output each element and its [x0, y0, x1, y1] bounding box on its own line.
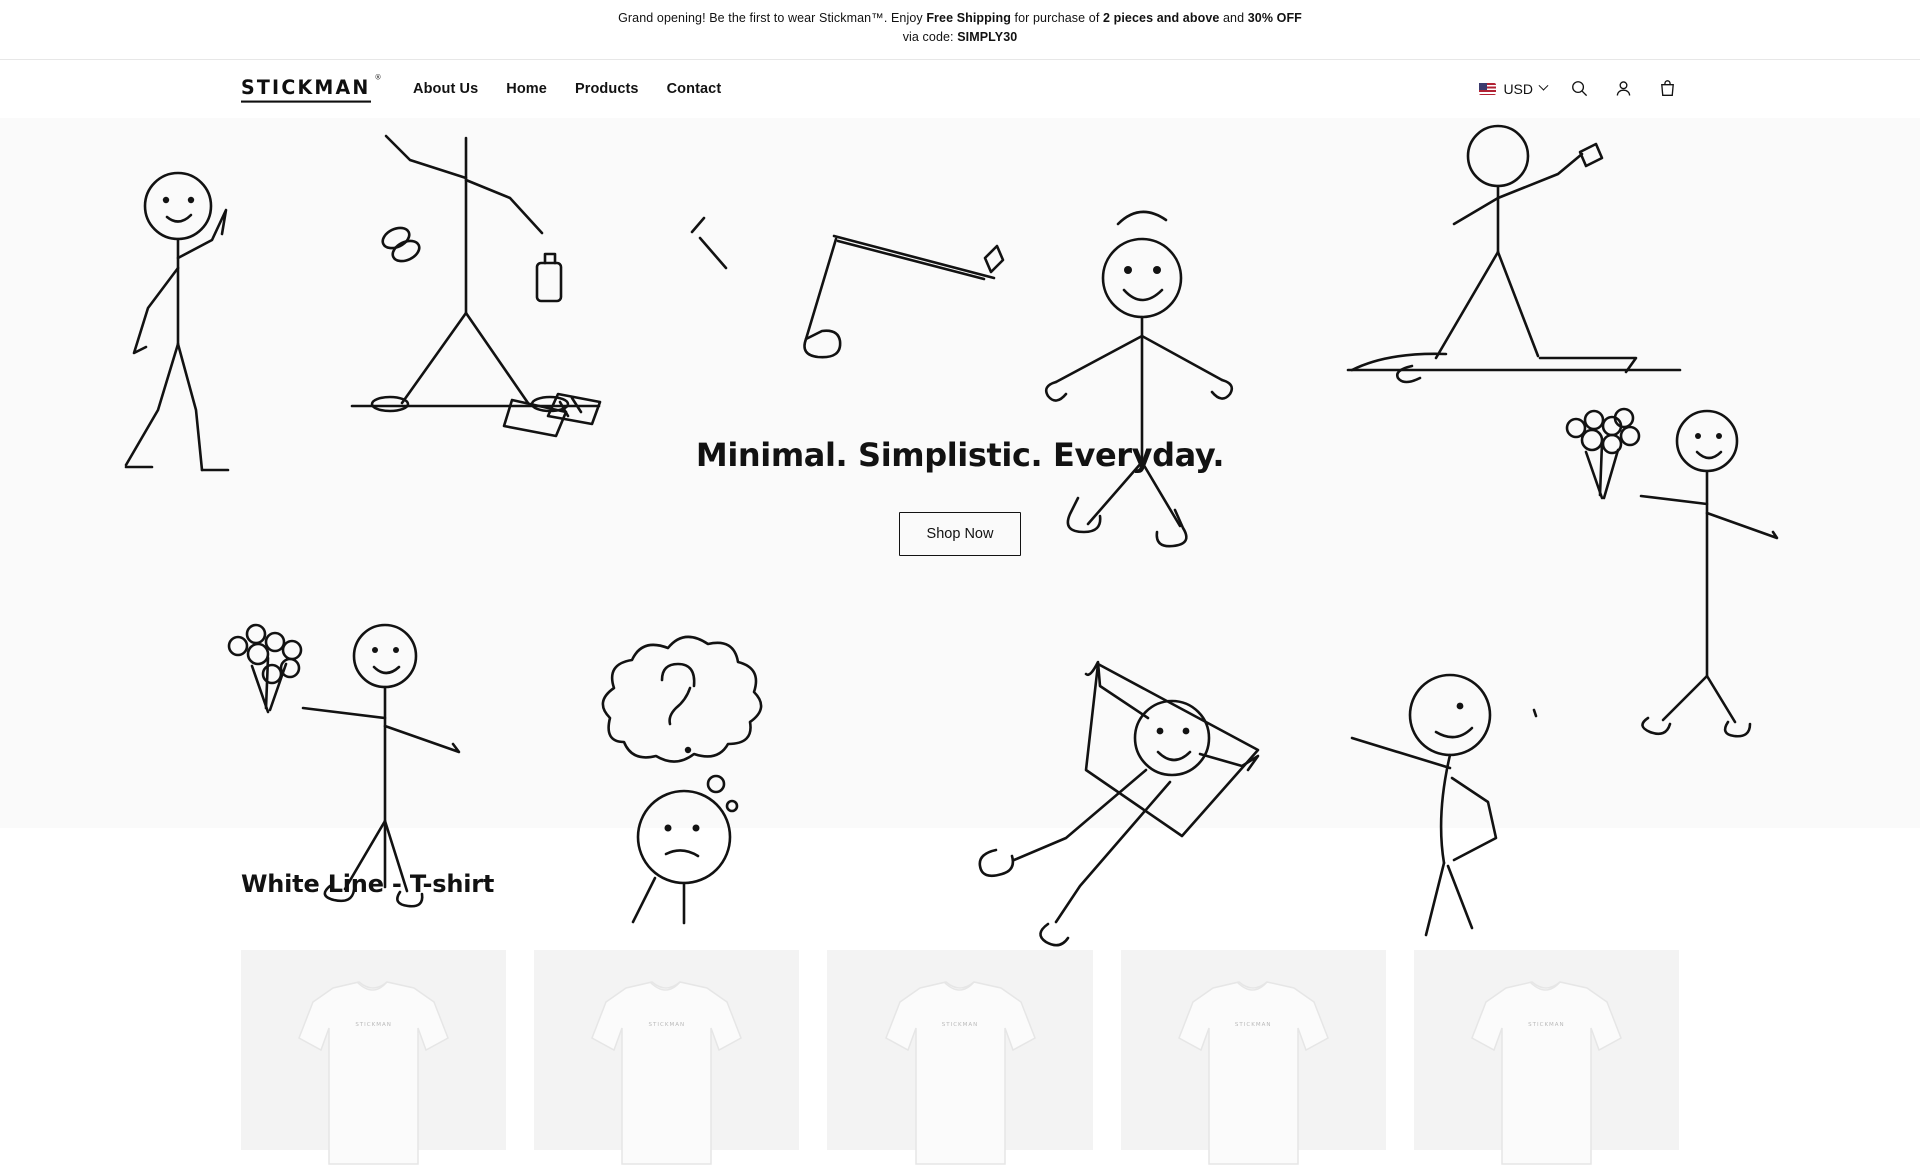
- product-brand-print: STICKMAN: [1234, 1021, 1272, 1028]
- logo-text: STICKMAN: [241, 75, 371, 99]
- products-section-title: White Line - T-shirt: [241, 869, 495, 898]
- flower-bunch-left: [229, 625, 301, 683]
- announcement-free-shipping: Free Shipping: [926, 11, 1011, 25]
- product-grid: [0, 898, 1920, 1150]
- stickman-spray-painter: [352, 136, 600, 436]
- account-icon[interactable]: [1611, 77, 1635, 101]
- hero-title: Minimal. Simplistic. Everyday.: [695, 435, 1225, 474]
- nav-item-about-us[interactable]: About Us: [413, 80, 479, 97]
- header-actions: [1479, 77, 1679, 101]
- product-card[interactable]: [1414, 950, 1679, 1150]
- announcement-text-e: and: [1219, 11, 1248, 25]
- us-flag-icon: [1479, 83, 1496, 95]
- shop-now-button[interactable]: Shop Now: [899, 512, 1022, 556]
- announcement-code: SIMPLY30: [957, 30, 1018, 45]
- golf-club-large: [805, 236, 1004, 357]
- product-card[interactable]: [1121, 950, 1386, 1150]
- products-section: [0, 828, 1920, 1150]
- logo-trademark-icon: ®: [374, 72, 382, 82]
- product-image[interactable]: [1414, 950, 1679, 1150]
- product-brand-print: STICKMAN: [355, 1021, 392, 1028]
- announcement-discount: 30% OFF: [1247, 11, 1302, 25]
- announcement-line-1: [0, 9, 1920, 28]
- search-icon[interactable]: [1567, 77, 1591, 101]
- golf-club-small: [692, 218, 726, 268]
- product-image[interactable]: [534, 950, 799, 1150]
- thought-bubble: [603, 637, 761, 811]
- tshirt-icon: [584, 968, 749, 1168]
- tshirt-icon: [1464, 968, 1629, 1168]
- announcement-quantity: 2 pieces and above: [1102, 11, 1220, 25]
- product-image[interactable]: [1121, 950, 1386, 1150]
- product-card[interactable]: [534, 950, 799, 1150]
- cart-icon[interactable]: [1655, 77, 1679, 101]
- announcement-code-label: via code:: [902, 30, 958, 45]
- chevron-down-icon: [1539, 81, 1549, 91]
- stickman-skateboarder: [1348, 126, 1680, 382]
- nav-item-products[interactable]: Products: [574, 80, 639, 97]
- product-image[interactable]: [827, 950, 1092, 1150]
- product-brand-print: STICKMAN: [941, 1021, 979, 1028]
- currency-selector[interactable]: [1479, 81, 1547, 97]
- announcement-bar: [0, 0, 1920, 60]
- tshirt-icon: [291, 968, 456, 1168]
- main-nav: [411, 75, 723, 103]
- stickman-pointing: [126, 173, 228, 470]
- tshirt-icon: [878, 968, 1043, 1168]
- product-brand-print: STICKMAN: [648, 1021, 686, 1028]
- nav-item-contact[interactable]: Contact: [666, 80, 722, 97]
- announcement-text-a: Grand opening! Be the first to wear Stickman™. Enjoy: [618, 11, 927, 25]
- product-card[interactable]: [827, 950, 1092, 1150]
- currency-label: USD: [1503, 80, 1533, 97]
- product-image[interactable]: [241, 950, 506, 1150]
- hero-content: [0, 436, 1920, 556]
- announcement-line-2: [0, 28, 1920, 47]
- logo-underline: [241, 100, 371, 102]
- nav-item-home[interactable]: Home: [506, 80, 547, 97]
- site-header: [0, 60, 1920, 118]
- product-card[interactable]: [241, 950, 506, 1150]
- hero-section: [0, 118, 1920, 828]
- announcement-text-c: for purchase of: [1010, 11, 1103, 25]
- product-brand-print: STICKMAN: [1528, 1021, 1565, 1028]
- logo[interactable]: [241, 72, 401, 102]
- tshirt-icon: [1171, 968, 1336, 1168]
